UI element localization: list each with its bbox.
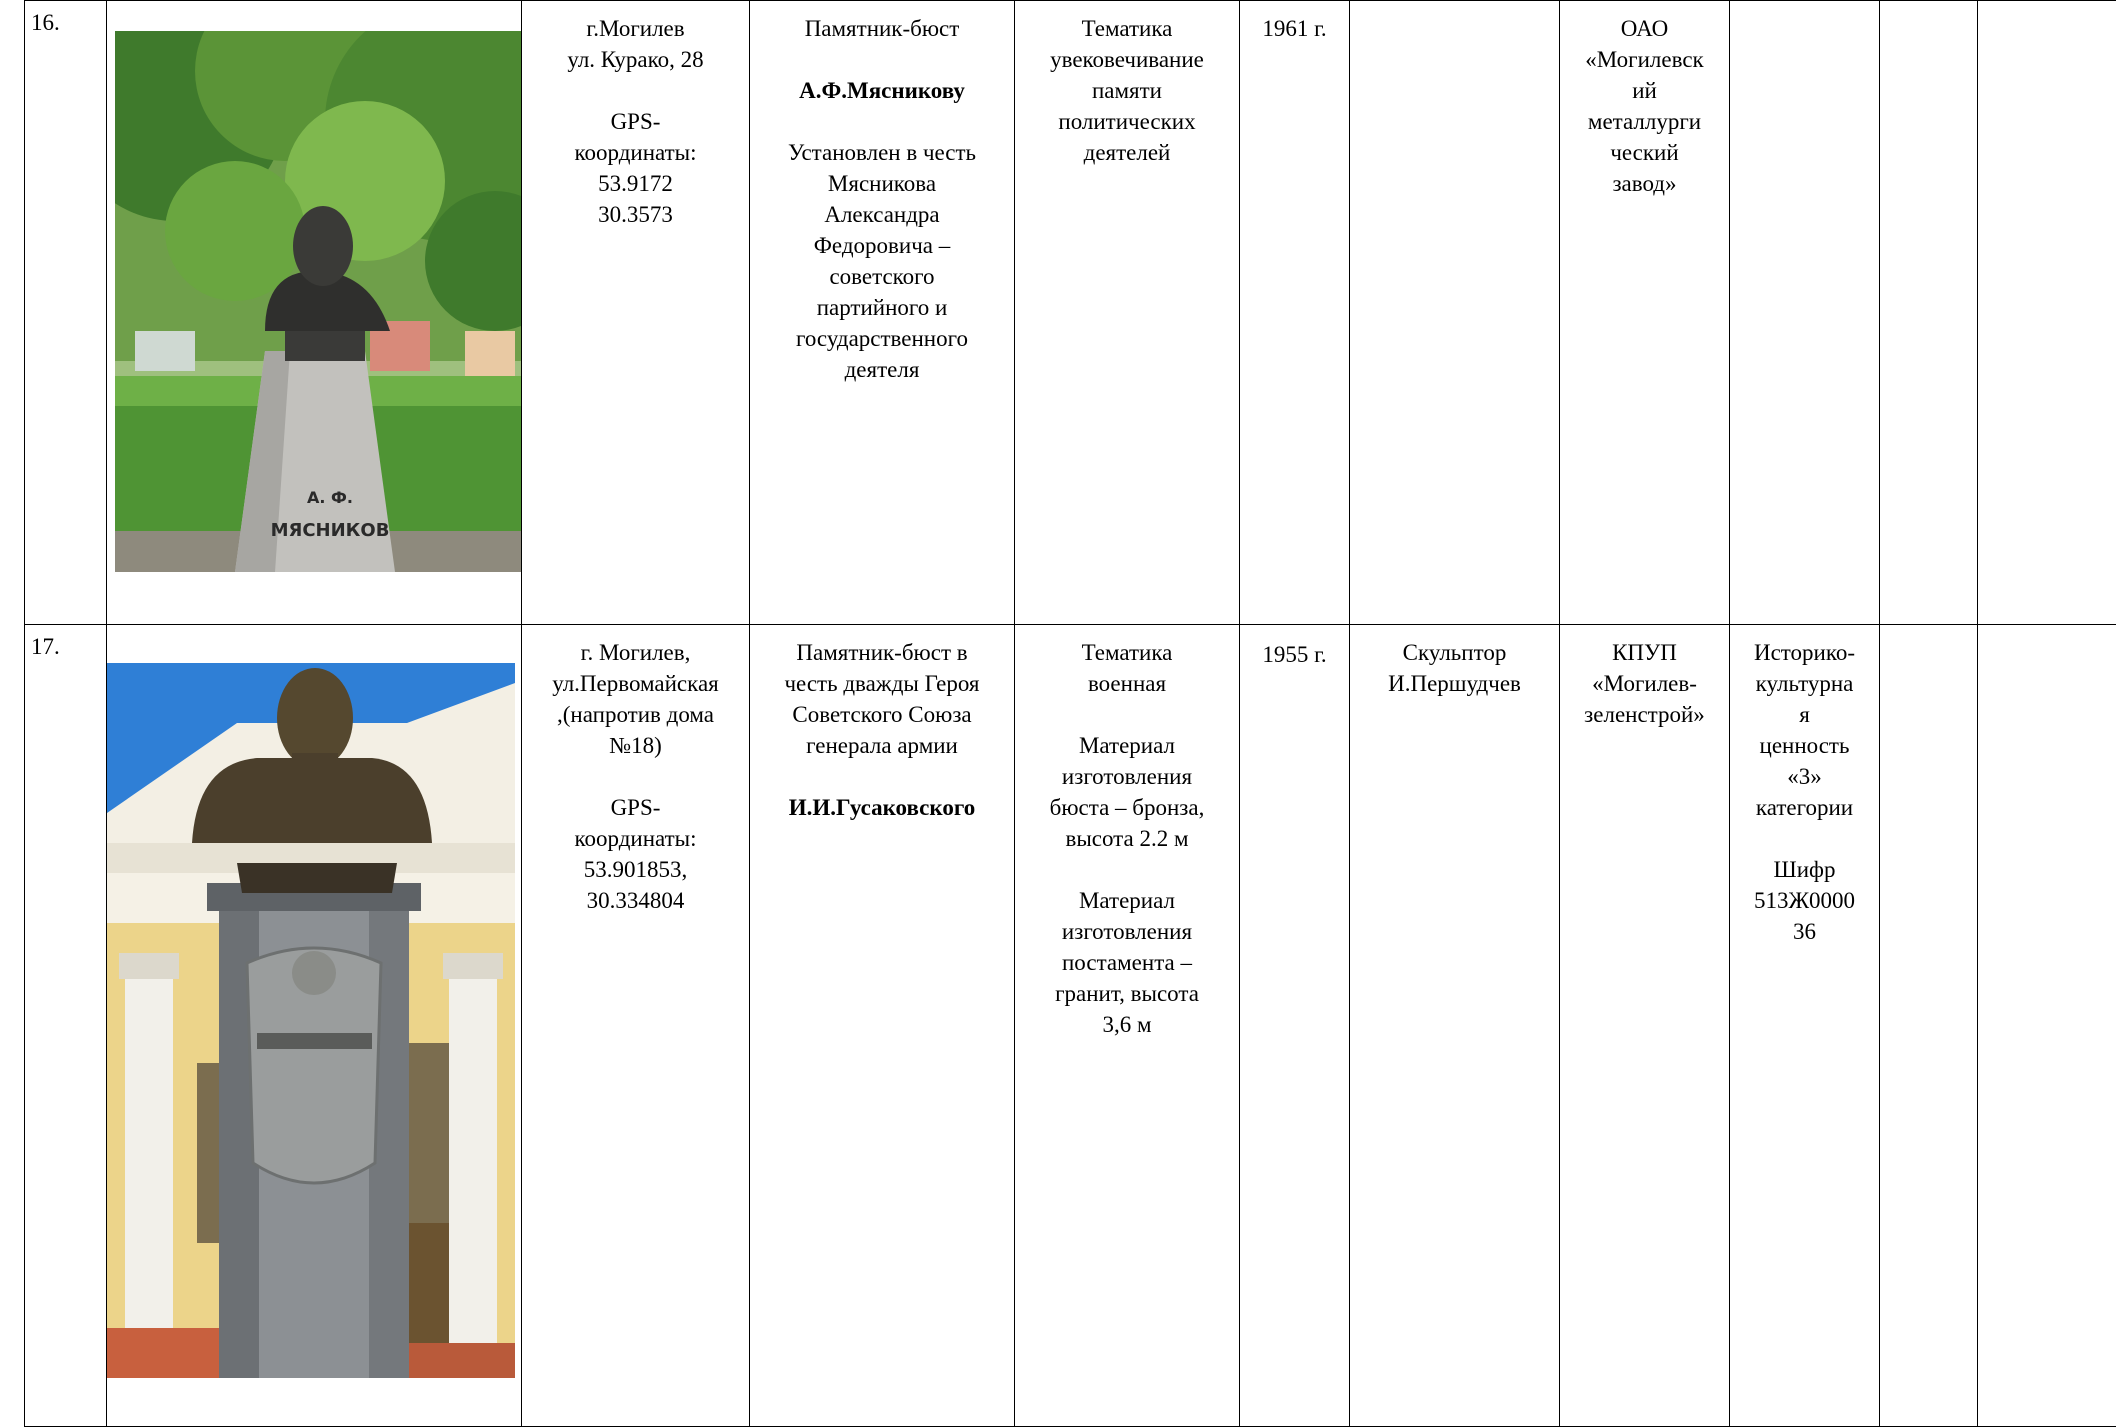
year-cell bbox=[1240, 625, 1350, 1427]
owner-cell bbox=[1560, 625, 1730, 1427]
gps-values: 53.9172 30.3573 bbox=[528, 168, 743, 230]
photo-cell bbox=[107, 625, 522, 1427]
monument-type: Памятник-бюст bbox=[756, 13, 1008, 44]
extra-cell-1 bbox=[1880, 625, 1978, 1427]
row-number-cell bbox=[25, 1, 107, 625]
location-cell bbox=[522, 1, 750, 625]
location-cell bbox=[522, 625, 750, 1427]
year-cell bbox=[1240, 1, 1350, 625]
photo-cell bbox=[107, 1, 522, 625]
monument-person: А.Ф.Мясникову bbox=[756, 75, 1008, 106]
status-text: Историко- культурна я ценность «3» категории bbox=[1736, 637, 1873, 823]
theme-cell bbox=[1015, 625, 1240, 1427]
monument-description: Установлен в честь Мясникова Александра Федоровича – советского партийного и государственного деятеля bbox=[756, 137, 1008, 385]
extra-cell-2 bbox=[1978, 1, 2116, 625]
status-cell bbox=[1730, 625, 1880, 1427]
row-number: 17. bbox=[31, 625, 106, 662]
gps-label: GPS- координаты: bbox=[528, 792, 743, 854]
plate-text-line2: МЯСНИКОВ bbox=[265, 521, 395, 541]
author-cell bbox=[1350, 1, 1560, 625]
owner-text: ОАО «Могилевск ий металлурги ческий завод» bbox=[1566, 13, 1723, 199]
monument-type: Памятник-бюст в честь дважды Героя Советского Союза генерала армии bbox=[756, 637, 1008, 761]
monument-person: И.И.Гусаковского bbox=[756, 792, 1008, 823]
table-row bbox=[25, 625, 2116, 1427]
extra-cell-2 bbox=[1978, 625, 2116, 1427]
material-pedestal: Материал изготовления постамента – гранит, высота 3,6 м bbox=[1021, 885, 1233, 1040]
author-cell bbox=[1350, 625, 1560, 1427]
author-text: Скульптор И.Першудчев bbox=[1356, 637, 1553, 699]
year-text: 1961 г. bbox=[1246, 13, 1343, 44]
material-bust: Материал изготовления бюста – бронза, высота 2.2 м bbox=[1021, 730, 1233, 854]
theme-cell bbox=[1015, 1, 1240, 625]
monument-photo-image bbox=[107, 663, 515, 1378]
owner-text: КПУП «Могилев- зеленстрой» bbox=[1566, 637, 1723, 730]
monument-photo bbox=[107, 663, 515, 1378]
monument-photo bbox=[115, 31, 521, 572]
row-number-cell bbox=[25, 625, 107, 1427]
owner-cell bbox=[1560, 1, 1730, 625]
cipher-text: Шифр 513Ж0000 36 bbox=[1736, 854, 1873, 947]
name-cell bbox=[750, 1, 1015, 625]
address-text: г. Могилев, ул.Первомайская ,(напротив дома №18) bbox=[528, 637, 743, 761]
year-text: 1955 г. bbox=[1246, 639, 1343, 670]
theme-text: Тематика увековечивание памяти политических деятелей bbox=[1021, 13, 1233, 168]
monuments-table bbox=[24, 0, 2116, 1427]
gps-label: GPS- координаты: bbox=[528, 106, 743, 168]
extra-cell-1 bbox=[1880, 1, 1978, 625]
row-number: 16. bbox=[31, 1, 106, 38]
theme-text: Тематика военная bbox=[1021, 637, 1233, 699]
address-text: г.Могилев ул. Курако, 28 bbox=[528, 13, 743, 75]
name-cell bbox=[750, 625, 1015, 1427]
table-row bbox=[25, 1, 2116, 625]
plate-text-line1: А. Ф. bbox=[300, 489, 360, 507]
gps-values: 53.901853, 30.334804 bbox=[528, 854, 743, 916]
status-cell bbox=[1730, 1, 1880, 625]
